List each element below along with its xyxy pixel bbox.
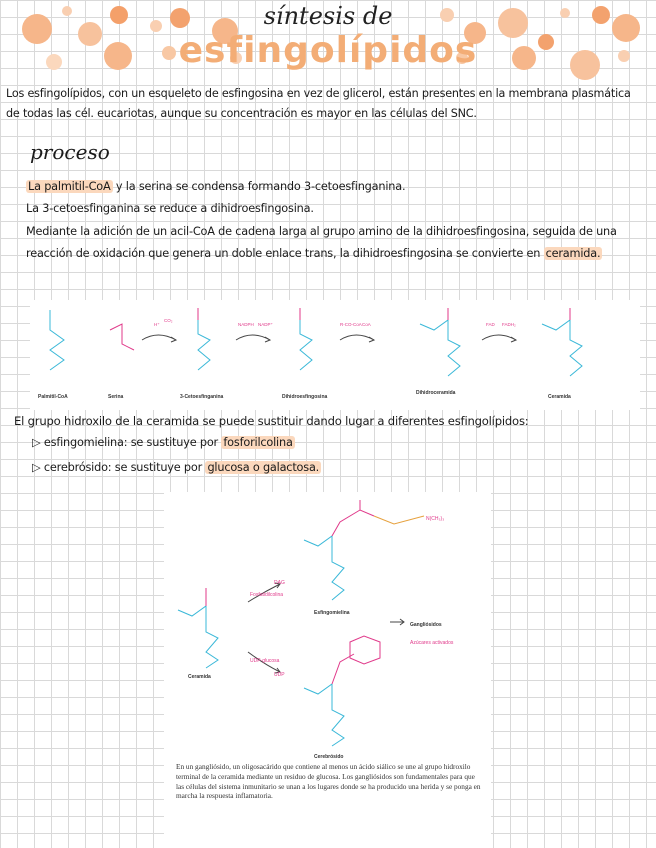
step-text: y la serina se condensa formando 3-cetoesfinganina. — [112, 180, 406, 193]
compound-label: Esfingomielina — [314, 610, 350, 616]
intro-paragraph: Los esfingolípidos, con un esqueleto de esfingosina en vez de glicerol, están presentes en la membrana plasmática de todas las cél. eucariotas, aunque su concentración es mayor en las células del SNC. — [6, 87, 631, 120]
step-highlight: La palmitil-CoA — [28, 180, 111, 193]
compound-label: Ceramida — [548, 394, 571, 400]
subitem-highlight: fosforilcolina — [223, 436, 293, 449]
reagent-label: Fosfatidilcolina — [250, 592, 284, 598]
reagent-label: UDP-glucosa — [250, 658, 280, 664]
step-text: La 3-cetoesfinganina — [26, 202, 141, 215]
subitem-text: esfingomielina: se sustituye por — [43, 436, 222, 449]
step-2 — [26, 198, 652, 220]
step-highlight: ceramida. — [545, 247, 601, 260]
grupo-paragraph: El grupo hidroxilo de la ceramida se puede sustituir dando lugar a diferentes esfingolípidos: — [14, 414, 529, 428]
bullet-icon: ▷ — [32, 436, 44, 449]
arrow-label: NADP⁺ — [258, 322, 273, 327]
reagent-label: UDP — [274, 672, 285, 678]
figure-caption: En un gangliósido, un oligosacárido que contiene al menos un ácido siálico se une al grupo hidroxilo terminal de la ceramida mediante un residuo de glucosa. Los gangliósidos son fundamentales para que las células del sistema inmunitario se unan a los lugares donde se ha producido una herida y se ponga en marcha la respuesta inflamatoria. — [176, 762, 481, 801]
synthesis-reaction-figure — [30, 300, 640, 410]
bullet-icon: ▷ — [32, 461, 44, 474]
arrow-label: CO₂ — [164, 318, 173, 323]
compound-label: Serina — [108, 394, 124, 400]
compound-label: Palmitil-CoA — [38, 394, 68, 400]
derivatives-svg — [164, 492, 491, 758]
compound-label: 3-Cetoesfinganina — [180, 394, 224, 400]
derivatives-figure — [164, 492, 491, 848]
arrow-label: FAD — [486, 322, 495, 327]
compound-label: Dihidroesfingosina — [282, 394, 328, 400]
choline-label: N(CH₃)₃ — [426, 516, 445, 522]
subitem-text: cerebrósido: se sustituye por — [43, 461, 206, 474]
step-3 — [26, 221, 652, 265]
synthesis-reaction-svg — [30, 300, 640, 410]
compound-label: Dihidroceramida — [416, 390, 456, 396]
step-text: Mediante la adición de un acil-CoA de cadena larga al grupo amino de la dihidroesfingosina, seguida de una reacción de oxidación que genera un doble enlace trans, la dihidroesfingosina se convierte en — [26, 225, 617, 260]
arrow-label: R-CO-CoA — [340, 322, 362, 327]
reagent-label: Azúcares activados — [410, 640, 454, 646]
subitem-esfingomielina — [32, 436, 295, 449]
subitem-highlight: glucosa o galactosa. — [207, 461, 320, 474]
compound-label: Ceramida — [188, 674, 211, 680]
step-text: se reduce a dihidroesfingosina. — [140, 202, 314, 215]
arrow-label: CoA — [362, 322, 371, 327]
compound-label: Cerebrósido — [314, 754, 344, 758]
arrow-label: FADH₂ — [502, 322, 516, 327]
section-heading: proceso — [30, 140, 110, 164]
arrow-label: H⁺ — [154, 322, 160, 327]
title-line-2: esfingolípidos — [178, 30, 478, 71]
step-1 — [26, 176, 652, 198]
arrow-label: NADPH — [238, 322, 254, 327]
title-line-1: síntesis de — [263, 2, 393, 30]
subitem-cerebrosido — [32, 461, 321, 474]
reagent-label: DAG — [274, 580, 285, 586]
compound-label: Gangliósidos — [410, 622, 442, 628]
